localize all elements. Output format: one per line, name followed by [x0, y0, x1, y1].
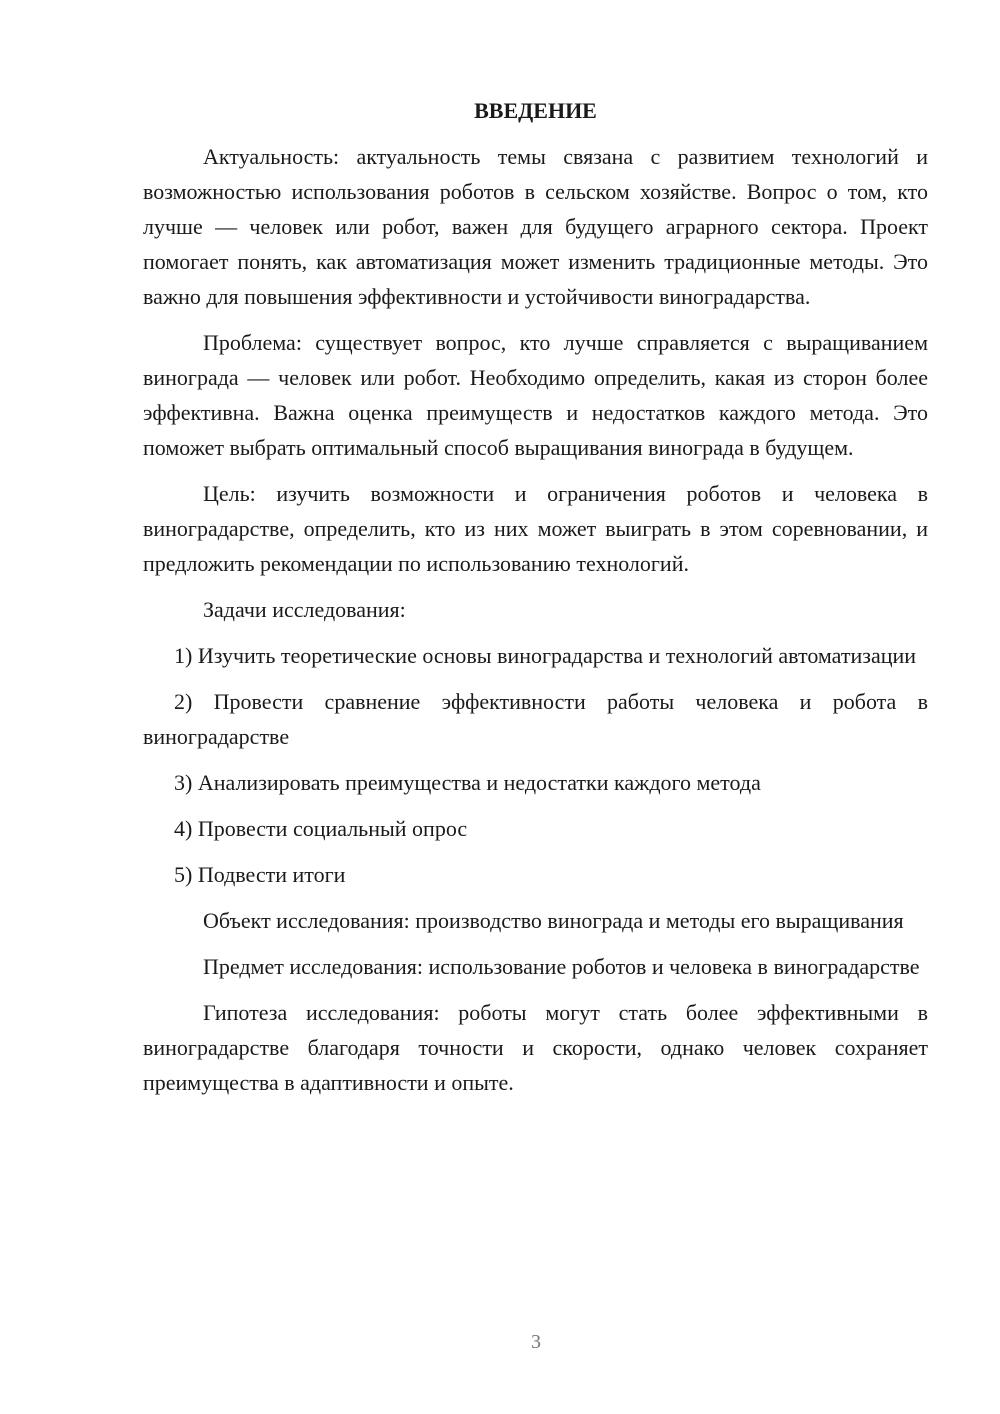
- page-content: [143, 95, 928, 1111]
- object-paragraph: Объект исследования: производство винограда и методы его выращивания: [203, 908, 904, 933]
- relevance-paragraph: Актуальность: актуальность темы связана с развитием технологий и возможностью использования роботов в сельском хозяйстве. Вопрос о том, кто лучше — человек или робот, важен для будущего аграрного сектора. Проект помогает понять, как автоматизация может изменить традиционные методы. Это важно для повышения эффективности и устойчивости виноградарства.: [143, 144, 928, 309]
- task-item: 1) Изучить теоретические основы виноградарства и технологий автоматизации: [174, 643, 917, 668]
- task-item: 2) Провести сравнение эффективности работы человека и робота в виноградарстве: [143, 689, 928, 749]
- task-item: 4) Провести социальный опрос: [174, 816, 468, 841]
- task-item: 3) Анализировать преимущества и недостатки каждого метода: [174, 770, 761, 795]
- tasks-heading: Задачи исследования:: [203, 597, 406, 622]
- section-title: ВВЕДЕНИЕ: [474, 98, 597, 123]
- problem-paragraph: Проблема: существует вопрос, кто лучше справляется с выращиванием винограда — человек или робот. Необходимо определить, какая из сторон более эффективна. Важна оценка преимуществ и недостатков каждого метода. Это поможет выбрать оптимальный способ выращивания винограда в будущем.: [143, 330, 928, 460]
- subject-paragraph: Предмет исследования: использование роботов и человека в виноградарстве: [203, 954, 920, 979]
- page-number: 3: [531, 1331, 541, 1353]
- goal-paragraph: Цель: изучить возможности и ограничения роботов и человека в виноградарстве, определить, кто из них может выиграть в этом соревновании, и предложить рекомендации по использованию технологий.: [143, 481, 928, 576]
- hypothesis-paragraph: Гипотеза исследования: роботы могут стать более эффективными в виноградарстве благодаря точности и скорости, однако человек сохраняет преимущества в адаптивности и опыте.: [143, 1000, 928, 1095]
- task-item: 5) Подвести итоги: [174, 862, 346, 887]
